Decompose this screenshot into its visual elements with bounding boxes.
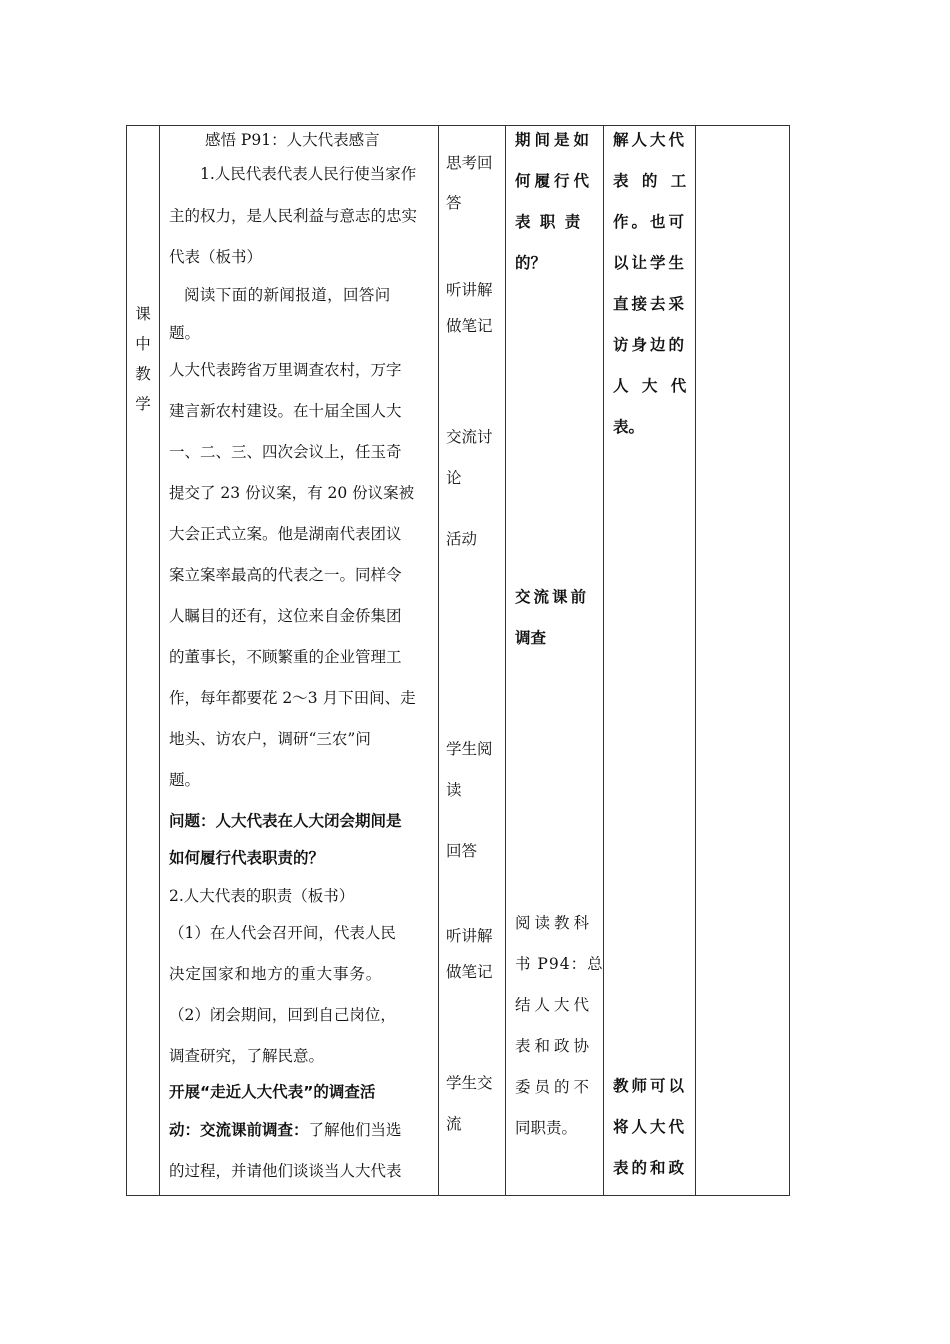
content-line: 人大代表跨省万里调查农村，万字 [169,361,402,379]
content-line: 感悟 P91：人大代表感言 [205,131,380,149]
content-line: 2.人大代表的职责（板书） [169,887,355,905]
content-line: 题。 [169,324,201,342]
content-line: 调查研究，了解民意。 [169,1047,325,1065]
student-line: 答 [446,194,462,212]
design-line: 交流课前 [515,588,590,606]
content-line: 阅读下面的新闻报道，回答问 [184,286,391,304]
student-line: 流 [446,1115,462,1133]
design-line: 阅读教科 [515,914,594,932]
student-line: 学生交 [446,1074,493,1092]
design-line: 调查 [515,629,547,647]
question-line: 如何履行代表职责的？ [169,849,325,867]
content-line: 建言新农村建设。在十届全国人大 [169,402,402,420]
note-line: 人 大 代 [613,377,691,395]
activity-label: 动：交流课前调查： [169,1121,309,1139]
content-line: 地头、访农户，调研“三农”问 [169,730,371,748]
content-line: 1.人民代表代表人民行使当家作 [200,165,417,183]
stage-char: 教 [135,365,151,383]
student-line: 做笔记 [446,963,493,981]
design-line: 期间是如 [515,131,594,149]
column-divider [695,126,696,1195]
design-line: 表 职 责 [515,213,583,231]
design-line: 结人大代 [515,996,594,1014]
activity-line: 开展“走近人大代表”的调查活 [169,1083,376,1101]
content-line: 提交了 23 份议案，有 20 份议案被 [169,484,415,502]
design-line: 表和政协 [515,1037,594,1055]
note-line: 将人大代 [613,1118,688,1136]
stage-cell [127,304,159,414]
content-line: 人瞩目的还有，这位来自金侨集团 [169,607,402,625]
note-line: 表 的 工 [613,172,691,190]
lesson-table [126,125,790,1196]
note-line: 教师可以 [613,1077,688,1095]
content-line: 案立案率最高的代表之一。同样令 [169,566,402,584]
student-line: 回答 [446,842,478,860]
design-line: 同职责。 [515,1119,578,1137]
student-line: 论 [446,469,462,487]
column-divider [603,126,604,1195]
content-line: 大会正式立案。他是湖南代表团议 [169,525,402,543]
question-line: 问题：人大代表在人大闭会期间是 [169,812,402,830]
note-line: 以让学生 [613,254,688,272]
content-line: 的董事长，不顾繁重的企业管理工 [169,648,402,666]
stage-char: 课 [135,305,151,323]
stage-char: 学 [135,395,151,413]
content-line: 决定国家和地方的重大事务。 [169,965,383,983]
column-divider [505,126,506,1195]
design-line: 何履行代 [515,172,594,190]
design-line: 的？ [515,254,547,272]
student-line: 读 [446,781,462,799]
note-line: 表。 [613,418,645,436]
design-line: 委员的不 [515,1078,594,1096]
student-line: 活动 [446,530,478,548]
column-divider [159,126,160,1195]
content-line: （1）在人代会召开间，代表人民 [169,924,396,942]
content-line: 主的权力，是人民利益与意志的忠实 [169,207,418,225]
student-line: 做笔记 [446,317,493,335]
note-line: 直接去采 [613,295,688,313]
activity-text: 了解他们当选 [308,1121,402,1139]
content-line: 的过程，并请他们谈谈当人大代表 [169,1162,402,1180]
stage-char: 中 [135,335,151,353]
content-line: 作，每年都要花 2～3 月下田间、走 [169,689,416,707]
content-line: 一、二、三、四次会议上，任玉奇 [169,443,402,461]
student-line: 听讲解 [446,281,493,299]
student-line: 学生阅 [446,740,493,758]
design-line: 书 P94：总 [515,955,604,973]
student-line: 思考回 [446,154,493,172]
student-line: 交流讨 [446,428,493,446]
content-line: （2）闭会期间，回到自己岗位， [169,1006,396,1024]
note-line: 解人大代 [613,131,688,149]
note-line: 访身边的 [613,336,688,354]
column-divider [438,126,439,1195]
content-line: 题。 [169,771,201,789]
activity-line [169,1120,402,1140]
note-line: 表的和政 [613,1159,688,1177]
note-line: 作。也可 [613,213,688,231]
student-line: 听讲解 [446,927,493,945]
content-line: 代表（板书） [169,248,263,266]
